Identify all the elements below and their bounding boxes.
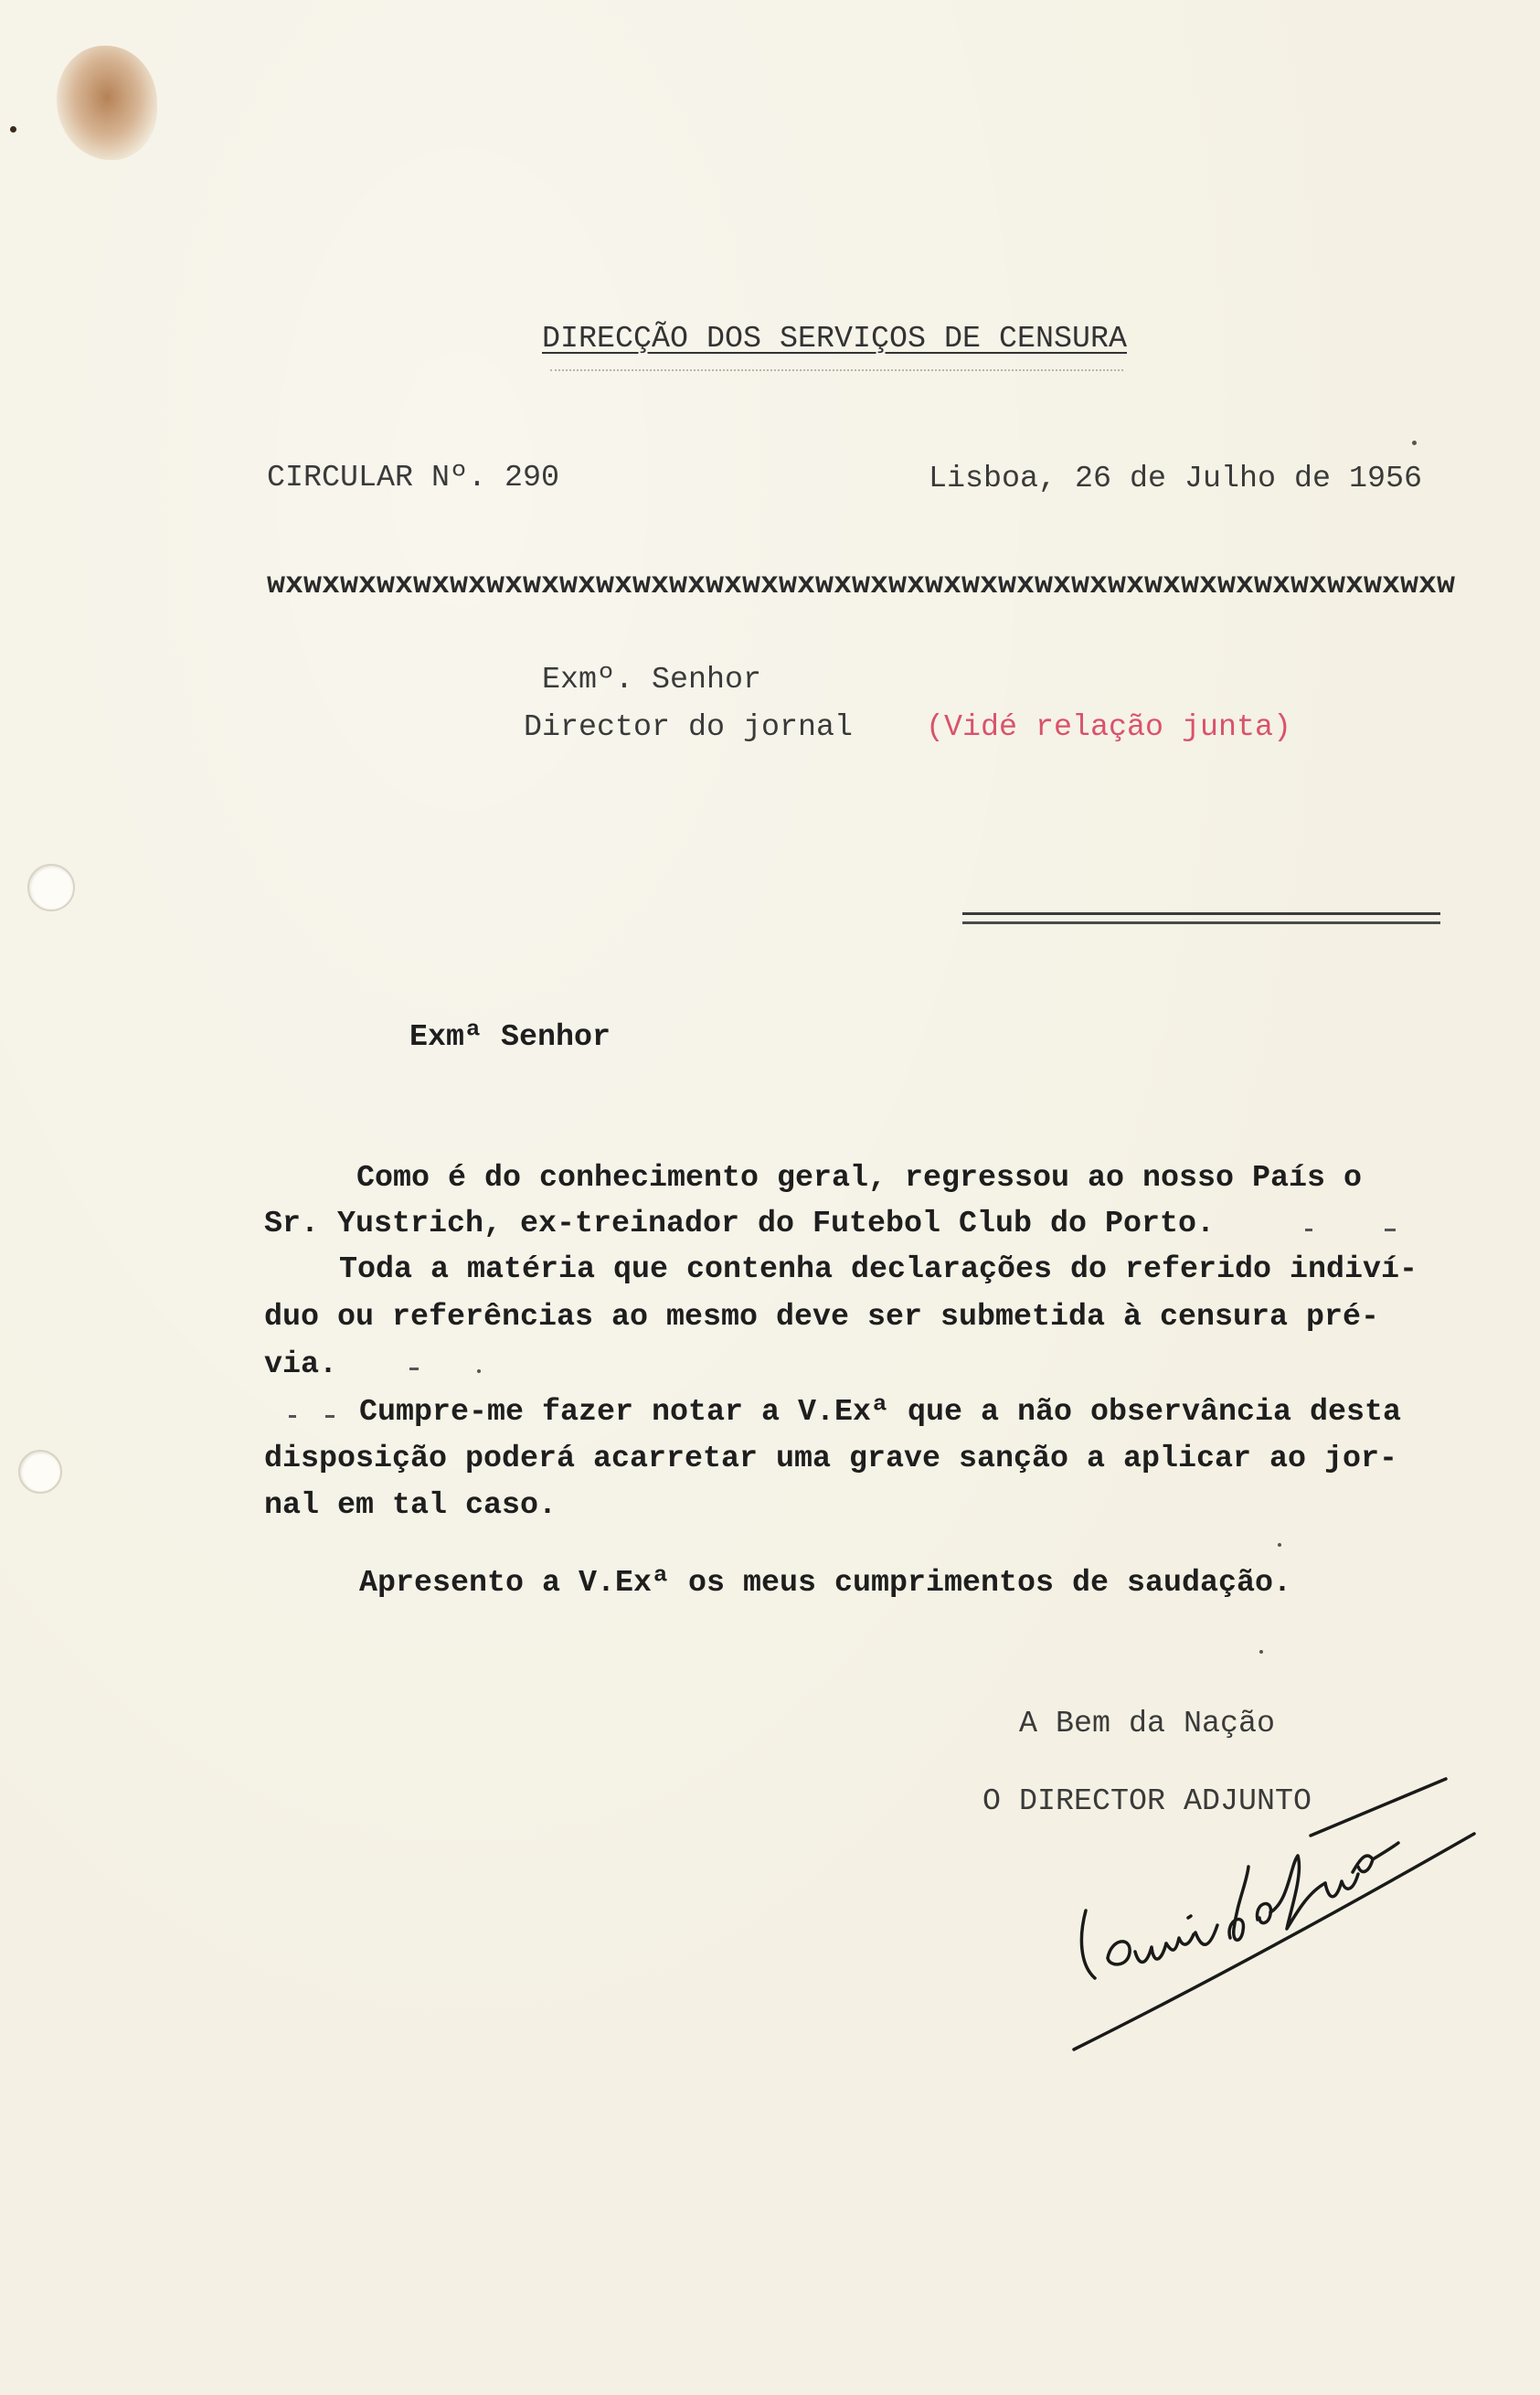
addressee-role: Director do jornal [524,710,854,745]
body-line: disposição poderá acarretar uma grave sanção a aplicar ao jor- [264,1442,1398,1476]
body-line: Apresento a V.Exª os meus cumprimentos de saudação. [359,1566,1292,1601]
body-line: Sr. Yustrich, ex-treinador do Futebol Club do Porto. [264,1207,1216,1241]
punch-hole [27,864,75,911]
typed-separator: wxwxwxwxwxwxwxwxwxwxwxwxwxwxwxwxwxwxwxwxwxwxwxwxwxwxwxwxwxwxwxwxw [267,568,1456,602]
salutation: Exmª Senhor [409,1020,611,1055]
page-title: DIRECÇÃO DOS SERVIÇOS DE CENSURA [542,322,1128,357]
stray-mark [289,1415,296,1418]
stray-mark [325,1415,335,1418]
stray-mark [1259,1650,1263,1654]
paper-stain [57,46,157,160]
heading-dotted-rule [550,369,1123,371]
stray-mark [409,1368,419,1370]
addressee-note: (Vidé relação junta) [926,710,1292,745]
addressee-title: Exmº. Senhor [542,663,762,697]
stray-mark [477,1369,481,1373]
ink-speck [10,126,16,133]
stray-mark [1385,1229,1396,1231]
body-line: duo ou referências ao mesmo deve ser submetida à censura pré- [264,1300,1380,1335]
handwritten-signature [1051,1764,1508,2066]
circular-number: CIRCULAR Nº. 290 [267,461,560,495]
punch-hole [18,1450,62,1494]
stray-mark [1305,1229,1312,1231]
body-line: Toda a matéria que contenha declarações do referido indiví- [339,1252,1418,1287]
double-rule [962,912,1440,924]
body-line: via. [264,1347,338,1382]
signatory-title: O DIRECTOR ADJUNTO [982,1784,1312,1819]
closing-motto: A Bem da Nação [1019,1707,1276,1741]
body-line: Cumpre-me fazer notar a V.Exª que a não observância desta [359,1395,1402,1430]
stray-mark [1278,1543,1281,1547]
stray-mark [1412,441,1417,445]
body-line: nal em tal caso. [264,1488,558,1523]
date-line: Lisboa, 26 de Julho de 1956 [929,462,1423,496]
body-line: Como é do conhecimento geral, regressou ao nosso País o [356,1161,1363,1196]
